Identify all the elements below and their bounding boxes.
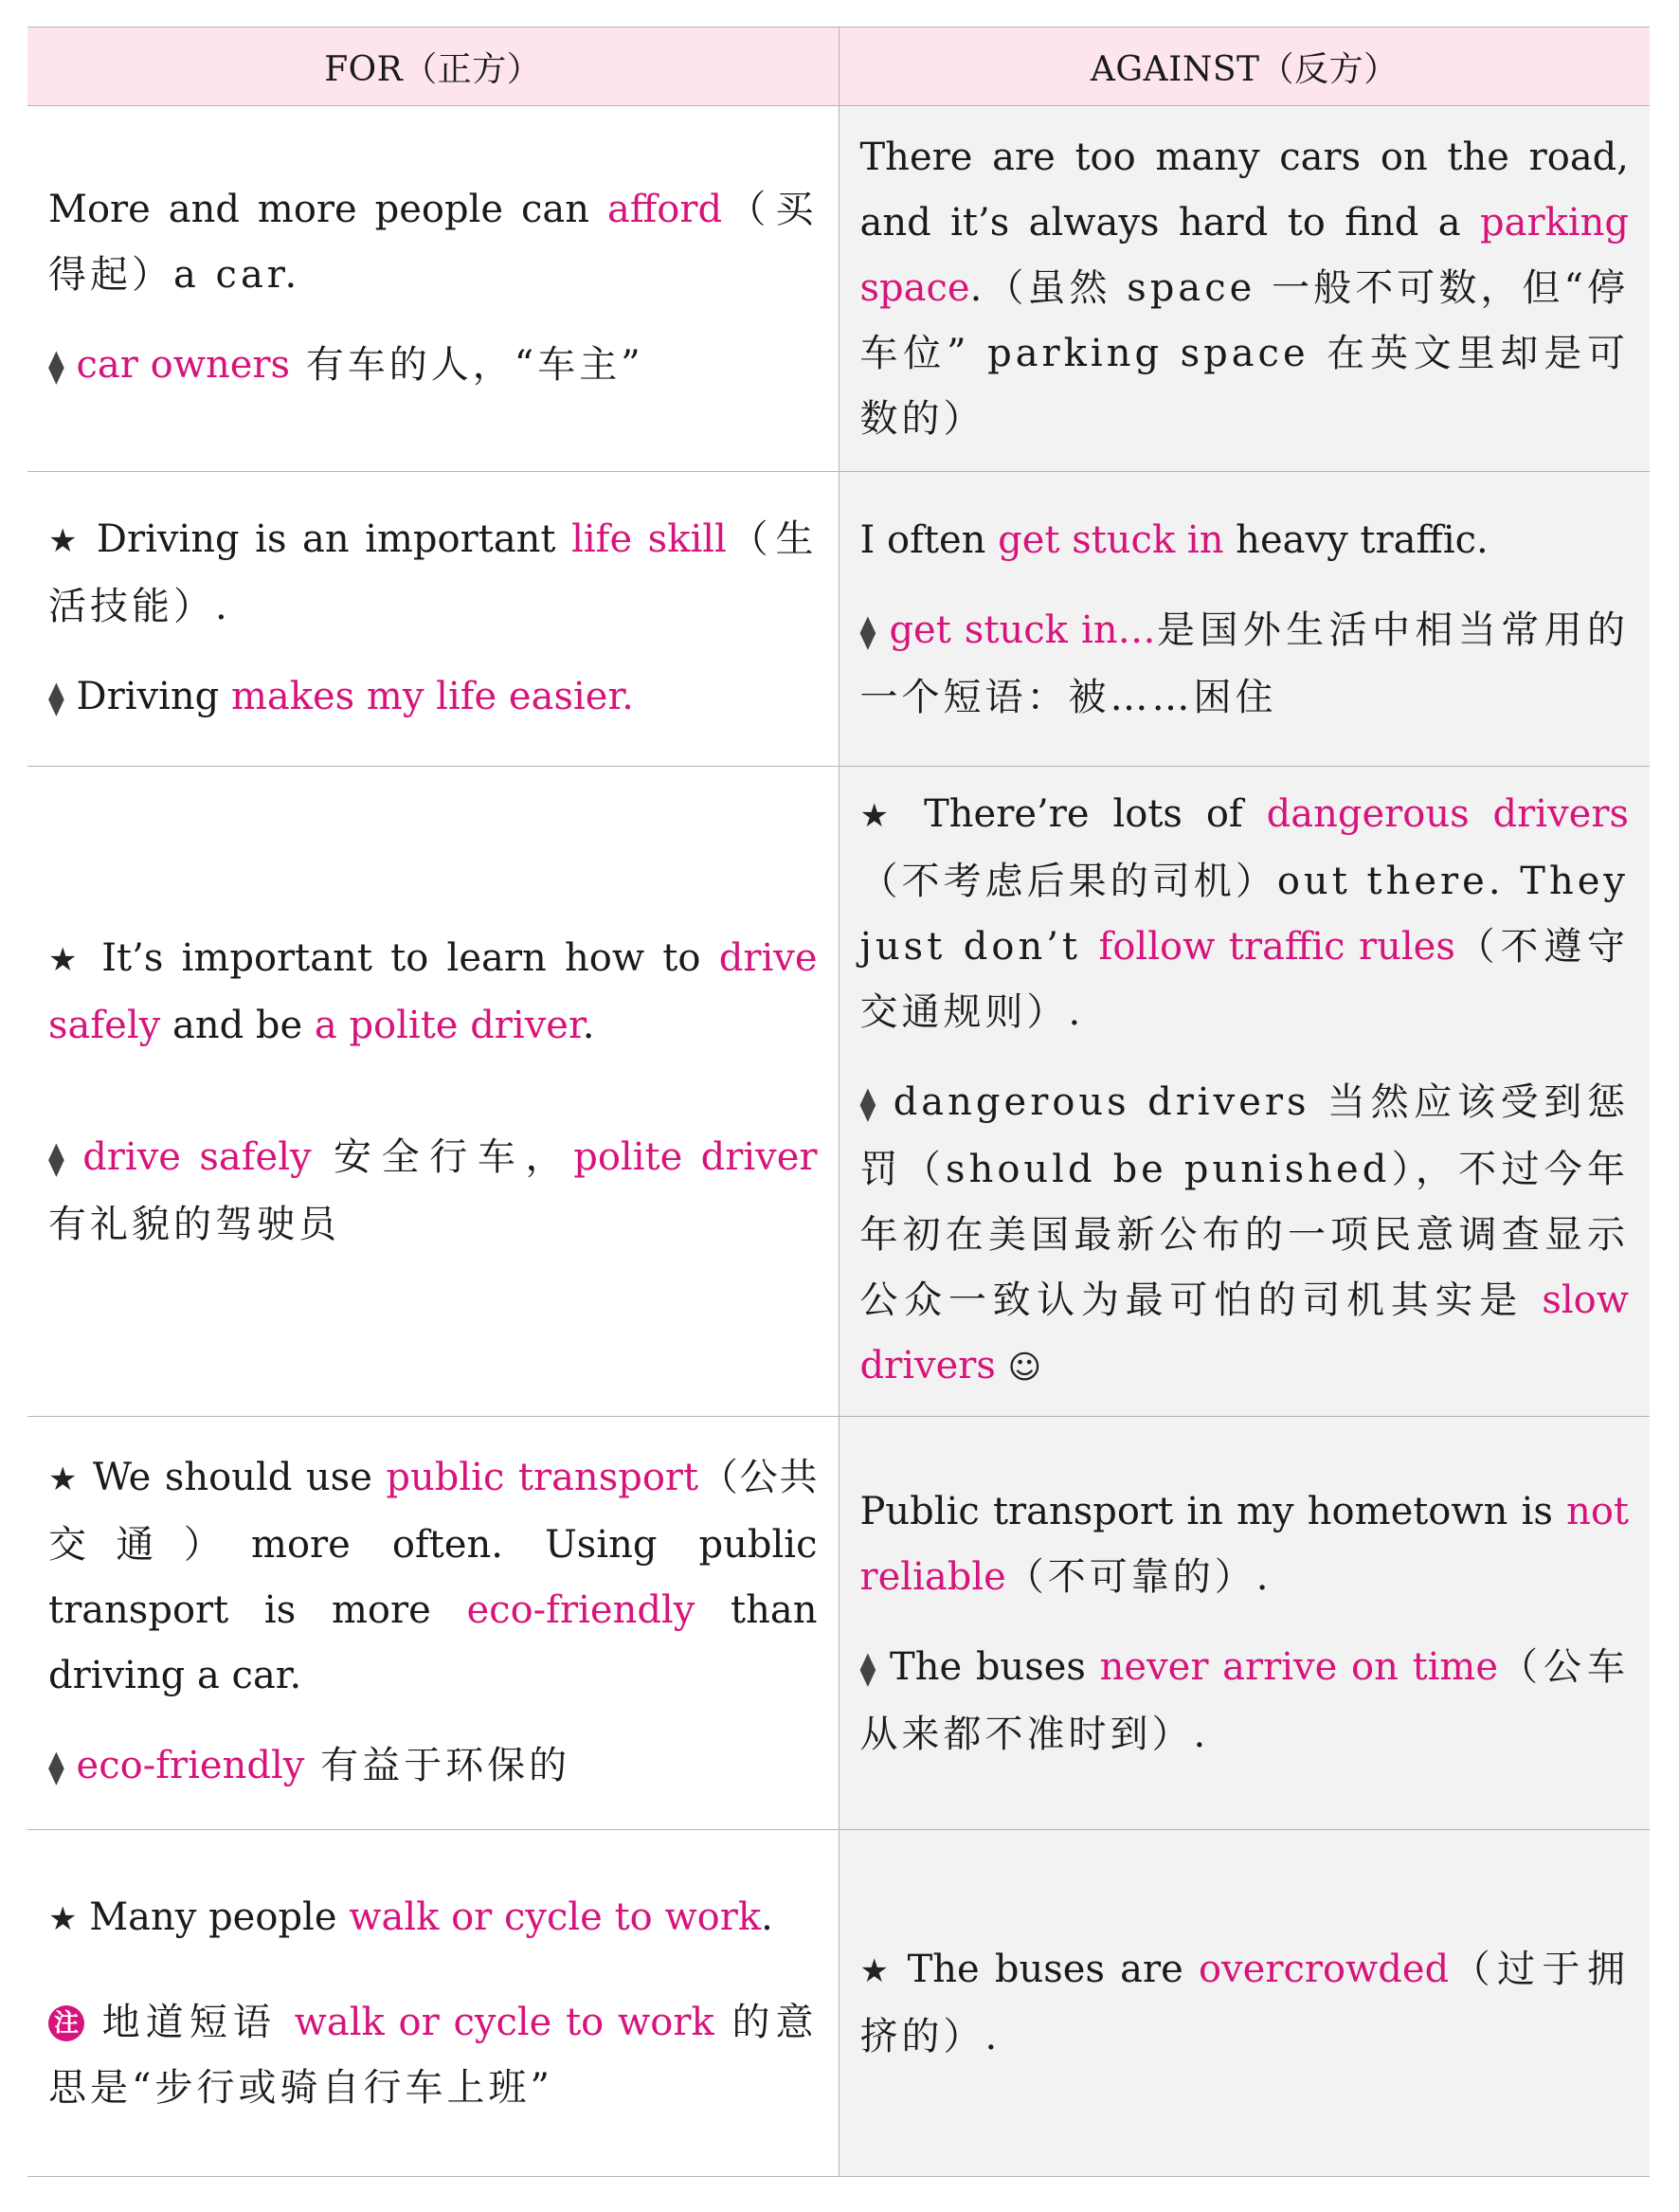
for-cell [27,1830,839,2177]
against-note: ⧫ The buses never arrive on time（公车从来都不准时到）. [859,1644,1630,1756]
diamond-icon: ⧫ [48,1139,64,1178]
against-note: ⧫ get stuck in…是国外生活中相当常用的一个短语：被……困住 [859,607,1630,719]
for-point: ★ We should use public transport（公共交通）more often. Using public transport is more eco-friendly than driving a car. [48,1456,818,1697]
against-point: I often get stuck in heavy traffic. [859,517,1489,562]
against-point: Public transport in my hometown is not reliable（不可靠的）. [859,1489,1629,1599]
key-phrase: get stuck in… [889,607,1156,652]
star-icon: ★ [48,521,81,560]
diamond-icon: ⧫ [859,612,876,651]
against-cell [839,1830,1650,2177]
key-phrase: life skill [571,517,727,561]
against-point: ★ The buses are overcrowded（过于拥挤的）. [859,1947,1629,2058]
for-cell [27,767,839,1417]
key-phrase: overcrowded [1198,1947,1450,1991]
for-against-table [27,27,1650,2177]
header-row [27,27,1650,106]
for-cell [27,106,839,472]
key-phrase: afford [606,188,723,231]
key-phrase: polite driver [573,1134,818,1179]
key-phrase: slow drivers [859,1278,1629,1387]
for-note: ⧫ eco-friendly 有益于环保的 [48,1744,571,1787]
diamond-icon: ⧫ [48,679,64,717]
note-icon: 注 [48,2005,84,2041]
key-phrase: dangerous drivers [1266,792,1629,836]
against-point: ★ There’re lots of dangerous drivers（不考虑后果的司机）out there. They just don’t follow traffic rules（不遵守交通规则）. [859,792,1629,1034]
against-note: ⧫ dangerous drivers 当然应该受到惩罚（should be punished），不过今年年初在美国最新公布的一项民意调查显示公众一致认为最可怕的司机其实是 slow drivers ☺ [859,1080,1629,1387]
smiley-icon: ☺ [1007,1349,1042,1387]
key-phrase: eco-friendly [466,1588,695,1632]
diamond-icon: ⧫ [48,348,64,386]
star-icon: ★ [859,1951,893,1990]
star-icon: ★ [859,797,901,835]
star-icon: ★ [48,1900,78,1938]
key-phrase: eco-friendly [76,1744,305,1787]
key-phrase: public transport [386,1456,699,1499]
for-note: 注 地道短语 walk or cycle to work 的意思是“步行或骑自行车上班” [48,2001,818,2110]
against-cell [839,106,1650,472]
for-note: ⧫ car owners 有车的人，“车主” [48,343,644,387]
diamond-icon: ⧫ [859,1085,876,1123]
key-phrase: get stuck in [998,517,1224,562]
against-cell [839,472,1650,767]
key-phrase: walk or cycle to work [349,1895,762,1939]
key-phrase: drive safely [82,1134,312,1179]
key-phrase: a polite driver [314,1003,583,1047]
for-point: ★ It’s important to learn how to drive safely and be a polite driver. [48,935,818,1047]
for-cell [27,472,839,767]
against-cell [839,767,1650,1417]
header-for: FOR（正方） [27,27,839,106]
key-phrase: never arrive on time [1099,1644,1499,1689]
for-cell [27,1417,839,1830]
for-point: ★ Many people walk or cycle to work. [48,1895,773,1939]
for-note: ⧫ Driving makes my life easier. [48,674,634,718]
table-row [27,106,1650,472]
key-phrase: parking space [859,201,1629,310]
table-row [27,472,1650,767]
for-note: ⧫ drive safely 安全行车，polite driver 有礼貌的驾驶员 [48,1134,818,1246]
star-icon: ★ [48,1460,80,1498]
for-point: ★ Driving is an important life skill（生活技能）. [48,517,818,628]
table-row [27,1417,1650,1830]
table-row [27,767,1650,1417]
table-row [27,1830,1650,2177]
against-point: There are too many cars on the road, and it’s always hard to find a parking space.（虽然 space 一般不可数，但“停车位” parking space 在英文里却是可数的） [859,136,1629,441]
header-against: AGAINST（反方） [839,27,1650,106]
key-phrase: walk or cycle to work [294,2001,714,2044]
star-icon: ★ [48,940,84,979]
key-phrase: not reliable [859,1489,1629,1599]
diamond-icon: ⧫ [859,1649,876,1688]
for-point: More and more people can afford（买得起）a car. [48,188,818,297]
diamond-icon: ⧫ [48,1749,64,1786]
key-phrase: drive safely [48,935,818,1047]
key-phrase: car owners [76,343,291,387]
key-phrase: follow traffic rules [1098,925,1455,969]
against-cell [839,1417,1650,1830]
key-phrase: makes my life easier. [230,674,634,718]
